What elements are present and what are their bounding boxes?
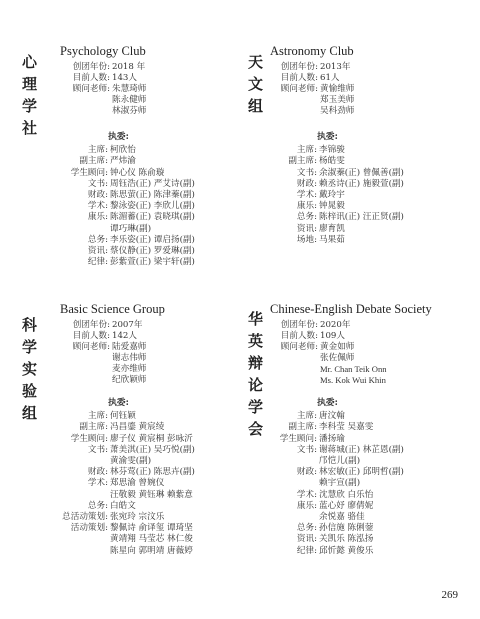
- exec-names: 钟晁毅: [319, 201, 345, 212]
- info-label: 目前人数:: [72, 73, 110, 83]
- vertical-char: 组: [248, 97, 264, 115]
- exec-names: 孙信施 陈俐蓥: [319, 523, 374, 534]
- info-label: 创团年份:: [72, 320, 110, 330]
- exec-heading: 执委:: [108, 398, 129, 408]
- exec-names: 林宏敏(正) 邱明哲(副): [319, 467, 404, 478]
- exec-heading: 执委:: [317, 398, 338, 408]
- exec-role: 财政:: [296, 467, 317, 478]
- exec-role: 副主席:: [288, 156, 317, 167]
- exec-role: 总务:: [87, 234, 108, 245]
- vertical-char: 文: [248, 75, 264, 93]
- vertical-char: 社: [22, 119, 38, 137]
- info-value: 2007年: [112, 320, 143, 330]
- club-info: [270, 320, 387, 386]
- exec-names: 马果茹: [319, 234, 345, 245]
- exec-role: 康乐:: [87, 212, 108, 223]
- vertical-char: 会: [248, 420, 264, 438]
- exec-names: 余淑蓁(正) 曾佩善(副): [319, 167, 404, 178]
- exec-heading: 执委:: [108, 132, 129, 142]
- exec-role: 学术:: [87, 201, 108, 212]
- info-value: 陈永健师: [112, 95, 147, 105]
- exec-role: 活动策划:: [70, 523, 108, 534]
- exec-names: 杨皓雯: [319, 156, 345, 167]
- info-value: Mr. Chan Teik Onn: [320, 364, 387, 374]
- info-value: 143人: [112, 73, 137, 83]
- exec-names: 陈湄蓄(正) 袁晓琪(副): [110, 212, 195, 223]
- info-label: 目前人数:: [280, 73, 318, 83]
- info-value: 纪欣颖师: [112, 375, 147, 385]
- exec-role: 主席:: [87, 145, 108, 156]
- info-label: 目前人数:: [72, 331, 110, 341]
- exec-names: 李科莹 吴嘉雯: [319, 422, 374, 433]
- exec-names: 白皓文: [110, 500, 136, 511]
- exec-names: 唐汶翰: [319, 411, 345, 422]
- info-value: 2013年: [320, 62, 351, 72]
- exec-names: 李锦骏: [319, 145, 345, 156]
- vertical-char: 验: [22, 382, 38, 400]
- exec-names: 谢蒋城(正) 林芷恩(副): [319, 444, 404, 455]
- exec-committee: [40, 398, 195, 557]
- exec-role: 财政:: [87, 190, 108, 201]
- info-value: 陆爱嘉师: [112, 342, 147, 352]
- exec-role: 学术:: [296, 190, 317, 201]
- exec-names: 冯昌鎏 黄宸绫: [110, 422, 165, 433]
- exec-names: 余悦嘉 骆佳: [319, 512, 365, 523]
- exec-names: 张宛玲 宗汶乐: [110, 512, 165, 523]
- exec-heading: 执委:: [317, 132, 338, 142]
- exec-role: 资讯:: [87, 246, 108, 257]
- exec-names: 汪敬毅 黄钰琳 赖紫意: [110, 489, 193, 500]
- exec-role: 学术:: [296, 489, 317, 500]
- club-vertical-title: [248, 312, 263, 444]
- exec-names: 潘扬瑜: [319, 433, 345, 444]
- exec-names: 邱忻懿 黄俊乐: [319, 545, 374, 556]
- exec-names: 黎泳姿(正) 李欣儿(副): [110, 201, 195, 212]
- info-value: 2020年: [320, 320, 351, 330]
- info-label: 顾问老师:: [280, 342, 318, 352]
- exec-role: 纪律:: [87, 257, 108, 268]
- exec-role: 财政:: [296, 178, 317, 189]
- exec-names: 谭巧琳(副): [110, 223, 152, 234]
- club-name: Basic Science Group: [60, 302, 165, 316]
- exec-names: 周钰浩(正) 严艾诗(副): [110, 178, 195, 189]
- info-value: 谢志伟师: [112, 353, 147, 363]
- exec-role: 康乐:: [296, 201, 317, 212]
- vertical-char: 实: [22, 360, 38, 378]
- info-label: 创团年份:: [280, 320, 318, 330]
- info-label: 创团年份:: [72, 62, 110, 72]
- info-value: 朱慧琦师: [112, 84, 147, 94]
- exec-role: 总务:: [87, 500, 108, 511]
- vertical-char: 学: [22, 97, 38, 115]
- exec-names: 邝恺儿(副): [319, 456, 361, 467]
- exec-names: 何钰颖: [110, 411, 136, 422]
- exec-names: 廖育凯: [319, 223, 345, 234]
- info-value: 林淑芬师: [112, 106, 147, 116]
- exec-names: 陈梓讯(正) 汪正贤(副): [319, 212, 404, 223]
- exec-names: 萧美淇(正) 吴巧悦(副): [110, 444, 195, 455]
- exec-role: 资讯:: [296, 223, 317, 234]
- club-info: [62, 62, 146, 117]
- info-value: 黄愉维师: [320, 84, 355, 94]
- exec-role: 学生顾问:: [279, 433, 317, 444]
- exec-names: 廖子仪 黄宸桐 彭咏沂: [110, 433, 193, 444]
- info-value: 吴科劲师: [320, 106, 355, 116]
- exec-role: 学生顾问:: [70, 167, 108, 178]
- exec-role: 主席:: [87, 411, 108, 422]
- exec-role: 学术:: [87, 478, 108, 489]
- exec-committee: [262, 132, 404, 246]
- exec-role: 纪律:: [296, 545, 317, 556]
- club-info: [270, 62, 354, 117]
- exec-role: 主席:: [296, 145, 317, 156]
- vertical-char: 学: [248, 398, 264, 416]
- exec-names: 戴玲宇: [319, 190, 345, 201]
- exec-names: 蓝心妤 廖倩妮: [319, 500, 374, 511]
- info-value: 2018 年: [112, 62, 146, 72]
- exec-role: 主席:: [296, 411, 317, 422]
- exec-names: 钟心仪 陈俞璇: [110, 167, 165, 178]
- info-value: 郑玉美师: [320, 95, 355, 105]
- info-value: 黄金如师: [320, 342, 355, 352]
- info-label: 创团年份:: [280, 62, 318, 72]
- exec-role: 学生顾问:: [70, 433, 108, 444]
- club-info: [62, 320, 146, 386]
- exec-committee: [40, 132, 195, 268]
- info-value: 142人: [112, 331, 137, 341]
- exec-names: 关凯乐 陈泓扬: [319, 534, 374, 545]
- club-vertical-title: [22, 318, 37, 428]
- vertical-char: 理: [22, 75, 38, 93]
- vertical-char: 英: [248, 332, 264, 350]
- exec-role: 总务:: [296, 523, 317, 534]
- club-name: Psychology Club: [60, 44, 146, 58]
- info-value: Ms. Kok Wui Khin: [320, 375, 386, 385]
- info-label: 顾问老师:: [72, 342, 110, 352]
- exec-role: 文书:: [87, 444, 108, 455]
- info-value: 麦亦维师: [112, 364, 147, 374]
- page-number: 269: [441, 589, 458, 601]
- exec-names: 黄渝雯(副): [110, 456, 152, 467]
- info-value: 张佐佩师: [320, 353, 355, 363]
- club-vertical-title: [248, 55, 263, 121]
- exec-role: 总活动策划:: [62, 512, 108, 523]
- exec-names: 李乐姿(正) 谭启扬(副): [110, 234, 195, 245]
- exec-role: 文书:: [87, 178, 108, 189]
- exec-committee: [262, 398, 404, 557]
- exec-role: 资讯:: [296, 534, 317, 545]
- exec-role: 副主席:: [79, 156, 108, 167]
- exec-role: 文书:: [296, 167, 317, 178]
- exec-names: 严炜渝: [110, 156, 136, 167]
- vertical-char: 组: [22, 404, 38, 422]
- vertical-char: 论: [248, 376, 264, 394]
- exec-names: 陈星向 郭明靖 唐薇婷: [110, 545, 193, 556]
- exec-role: 总务:: [296, 212, 317, 223]
- club-vertical-title: [22, 55, 37, 143]
- exec-role: 康乐:: [296, 500, 317, 511]
- exec-names: 蔡仪静(正) 罗爱琳(副): [110, 246, 195, 257]
- vertical-char: 华: [248, 310, 264, 328]
- vertical-char: 辩: [248, 354, 264, 372]
- vertical-char: 天: [248, 53, 264, 71]
- club-name: Astronomy Club: [270, 44, 354, 58]
- vertical-char: 心: [22, 53, 38, 71]
- vertical-char: 科: [22, 316, 38, 334]
- exec-role: 文书:: [296, 444, 317, 455]
- info-value: 109人: [320, 331, 345, 341]
- exec-names: 赖宇宣(副): [319, 478, 361, 489]
- exec-names: 赖丞诗(正) 施毅萱(副): [319, 178, 404, 189]
- club-name: Chinese-English Debate Society: [270, 302, 432, 316]
- exec-names: 柯欣怡: [110, 145, 136, 156]
- info-label: 顾问老师:: [280, 84, 318, 94]
- exec-role: 副主席:: [288, 422, 317, 433]
- exec-role: 副主席:: [79, 422, 108, 433]
- exec-names: 黄靖翔 马莹芯 林仁俊: [110, 534, 193, 545]
- exec-names: 彭紫萱(正) 梁宇轩(副): [110, 257, 195, 268]
- exec-names: 黎佩诗 俞译玺 谭琦坚: [110, 523, 193, 534]
- info-label: 目前人数:: [280, 331, 318, 341]
- exec-names: 林芬莺(正) 陈思卉(副): [110, 467, 195, 478]
- vertical-char: 学: [22, 338, 38, 356]
- exec-role: 财政:: [87, 467, 108, 478]
- exec-role: 场地:: [296, 234, 317, 245]
- exec-names: 沈慧欣 白乐怡: [319, 489, 374, 500]
- exec-names: 陈思萤(正) 陈津蓁(副): [110, 190, 195, 201]
- info-label: 顾问老师:: [72, 84, 110, 94]
- exec-names: 郑思渝 曾婉仪: [110, 478, 165, 489]
- info-value: 61人: [320, 73, 340, 83]
